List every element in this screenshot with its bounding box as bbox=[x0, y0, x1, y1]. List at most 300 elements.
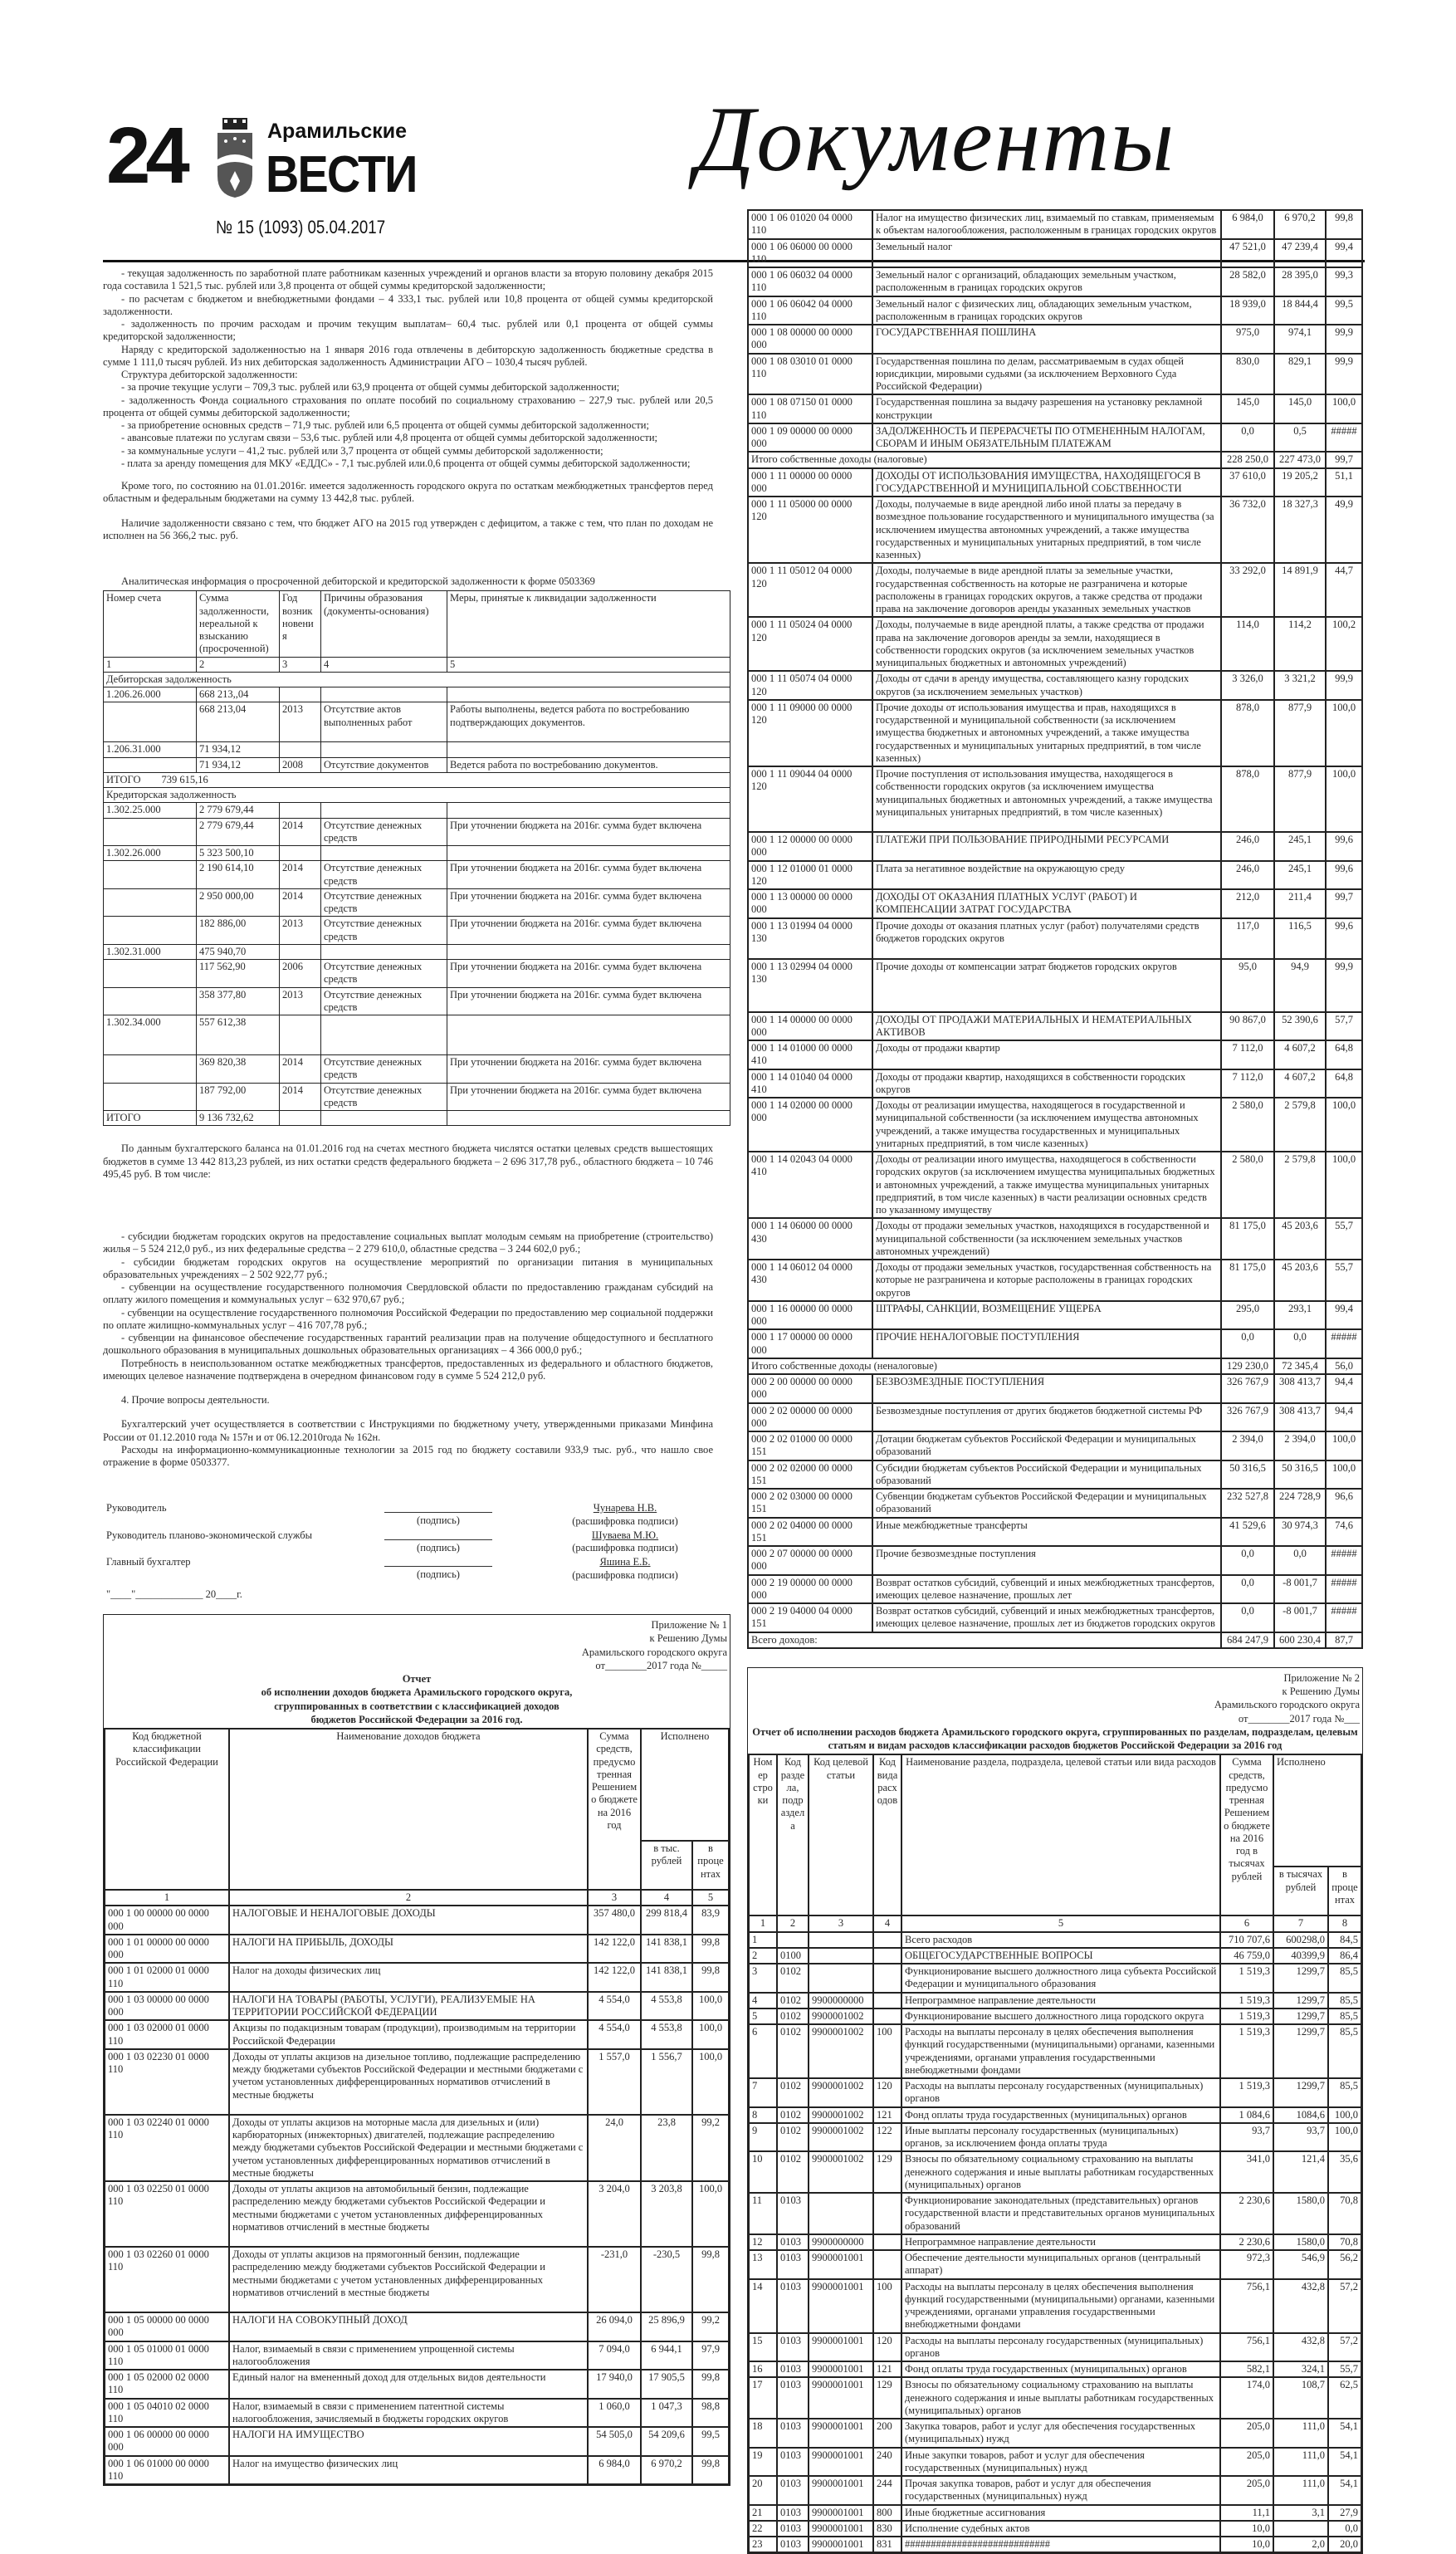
done-percent-cell: 85,5 bbox=[1328, 2078, 1361, 2107]
value-cell: 4 607,2 bbox=[1274, 1069, 1326, 1098]
name-cell: Прочие доходы от использования имущества и прав, находящихся в государственной и муниципальной собственности (за исключением имущества бюджетных и автономных учреждений, а также имущества государственных и муниципальных унитарных предприятий, в том числе казенных) bbox=[872, 700, 1221, 766]
text-line: сгруппированных в соответствии с классификацией доходов bbox=[274, 1700, 559, 1712]
table-cell: 71 934,12 bbox=[197, 742, 280, 757]
value-cell: 45 203,6 bbox=[1274, 1260, 1326, 1301]
table-row bbox=[749, 2078, 1361, 2107]
value-cell: 6 970,2 bbox=[1274, 210, 1326, 239]
signature-caption: (подпись) bbox=[417, 1568, 460, 1581]
table-cell: 1.206.26.000 bbox=[104, 687, 197, 702]
value-cell: 99,8 bbox=[692, 1935, 729, 1964]
value-cell: 212,0 bbox=[1221, 889, 1274, 918]
row-number-cell: 7 bbox=[749, 2078, 777, 2107]
table-row bbox=[748, 1098, 1362, 1152]
total-label: Итого собственные доходы (неналоговые) bbox=[748, 1358, 1221, 1374]
value-cell: 0,0 bbox=[1274, 1329, 1326, 1358]
value-cell: 2 579,8 bbox=[1274, 1098, 1326, 1152]
target-code-cell: 9900001001 bbox=[809, 2419, 873, 2448]
name-cell: Доходы от уплаты акцизов на автомобильный бензин, подлежащие распределению между бюджетами субъектов Российской Федерации и местными бюджетами с учетом установленных дифференцированных нормативов отчислений в местные бюджеты bbox=[229, 2181, 588, 2247]
plan-value-cell: 710 707,6 bbox=[1220, 1932, 1273, 1948]
table-cell: 71 934,12 bbox=[197, 757, 280, 772]
table-row bbox=[748, 210, 1362, 239]
row-number-cell: 4 bbox=[749, 1993, 777, 2008]
done-percent-cell: 85,5 bbox=[1328, 1993, 1361, 2008]
table-cell: 2006 bbox=[280, 960, 321, 988]
value-cell: 26 094,0 bbox=[588, 2312, 641, 2341]
table-cell: Отсутствие денежных средств bbox=[321, 917, 447, 945]
logo-text-top: Арамильские bbox=[267, 120, 408, 143]
table-row bbox=[748, 563, 1362, 617]
col-number: 4 bbox=[641, 1890, 692, 1906]
table-row bbox=[748, 497, 1362, 563]
table-row bbox=[748, 959, 1362, 1012]
kind-code-cell bbox=[873, 1993, 901, 2008]
table-cell: При уточнении бюджета на 2016г. сумма будет включена bbox=[447, 861, 730, 889]
name-cell: Государственная пошлина по делам, рассматриваемым в судах общей юрисдикции, мировыми судьями (за исключением Верховного Суда Российской Федерации) bbox=[872, 354, 1221, 395]
table-row bbox=[104, 702, 730, 742]
value-cell: 357 480,0 bbox=[588, 1906, 641, 1935]
logo-text-main: ВЕСТИ bbox=[266, 146, 417, 203]
section-code-cell: 0102 bbox=[777, 2008, 809, 2024]
row-number-cell: 23 bbox=[749, 2537, 777, 2552]
value-cell: 90 867,0 bbox=[1221, 1012, 1274, 1041]
budget-code-cell: 000 1 14 01000 00 0000 410 bbox=[748, 1040, 872, 1069]
col-number: 2 bbox=[197, 657, 280, 672]
value-cell: 6 984,0 bbox=[588, 2456, 641, 2485]
table-row bbox=[748, 468, 1362, 497]
table-cell: 9 136 732,62 bbox=[197, 1111, 280, 1126]
table-row bbox=[748, 1518, 1362, 1547]
text-line: бюджетов Российской Федерации за 2016 год. bbox=[310, 1713, 523, 1725]
table-row bbox=[749, 2333, 1361, 2362]
done-value-cell: 111,0 bbox=[1273, 2419, 1328, 2448]
value-cell: 3 204,0 bbox=[588, 2181, 641, 2247]
value-cell: -8 001,7 bbox=[1274, 1603, 1326, 1632]
table-cell: 2013 bbox=[280, 917, 321, 945]
table-row bbox=[748, 1218, 1362, 1260]
signature-role: Главный бухгалтер bbox=[106, 1556, 191, 1568]
table-row bbox=[104, 944, 730, 959]
name-cell: БЕЗВОЗМЕЗДНЫЕ ПОСТУПЛЕНИЯ bbox=[872, 1374, 1221, 1403]
paragraph: 4. Прочие вопросы деятельности. bbox=[121, 1394, 270, 1406]
value-cell: 99,2 bbox=[692, 2312, 729, 2341]
name-cell: Налог на имущество физических лиц bbox=[229, 2456, 588, 2485]
col-number: 4 bbox=[873, 1916, 901, 1931]
col-header-row-number: Номер строки bbox=[749, 1754, 777, 1916]
col-number: 1 bbox=[749, 1916, 777, 1931]
table-row bbox=[748, 1546, 1362, 1575]
value-cell: 25 896,9 bbox=[641, 2312, 692, 2341]
section-code-cell: 0103 bbox=[777, 2448, 809, 2477]
table-cell: 2 779 679,44 bbox=[197, 803, 280, 818]
value-cell: 18 844,4 bbox=[1274, 296, 1326, 325]
table-row bbox=[105, 2312, 729, 2341]
value-cell: 878,0 bbox=[1221, 700, 1274, 766]
value-cell: 57,7 bbox=[1326, 1012, 1362, 1041]
section-code-cell: 0102 bbox=[777, 1993, 809, 2008]
name-cell: НАЛОГИ НА ИМУЩЕСТВО bbox=[229, 2427, 588, 2456]
table-row bbox=[104, 1111, 730, 1126]
table-row bbox=[748, 1489, 1362, 1518]
kind-code-cell: 830 bbox=[873, 2521, 901, 2537]
table-cell: 1.302.34.000 bbox=[104, 1015, 197, 1055]
target-code-cell bbox=[809, 2193, 873, 2234]
value-cell: 4 553,8 bbox=[641, 1992, 692, 2021]
section-code-cell: 0103 bbox=[777, 2234, 809, 2250]
value-cell: 145,0 bbox=[1221, 394, 1274, 423]
budget-code-cell: 000 1 00 00000 00 0000 000 bbox=[105, 1906, 229, 1935]
row-number-cell: 11 bbox=[749, 2193, 777, 2234]
value-cell: 3 203,8 bbox=[641, 2181, 692, 2247]
section-row-label: ИТОГО 739 615,16 bbox=[104, 772, 730, 787]
done-value-cell: 1299,7 bbox=[1273, 1964, 1328, 1993]
kind-code-cell: 129 bbox=[873, 2377, 901, 2419]
budget-code-cell: 000 1 03 02250 01 0000 110 bbox=[105, 2181, 229, 2247]
signature-line bbox=[355, 1556, 521, 1582]
name-cell: НАЛОГИ НА ПРИБЫЛЬ, ДОХОДЫ bbox=[229, 1935, 588, 1964]
budget-code-cell: 000 2 07 00000 00 0000 000 bbox=[748, 1546, 872, 1575]
value-cell: 100,0 bbox=[1326, 394, 1362, 423]
value-cell: 245,1 bbox=[1274, 832, 1326, 861]
value-cell: 99,8 bbox=[1326, 210, 1362, 239]
table-cell bbox=[321, 944, 447, 959]
value-cell: 54 209,6 bbox=[641, 2427, 692, 2456]
table-row bbox=[748, 1403, 1362, 1432]
col-number: 5 bbox=[692, 1890, 729, 1906]
budget-code-cell: 000 2 02 03000 00 0000 151 bbox=[748, 1489, 872, 1518]
value-cell: 99,8 bbox=[692, 2247, 729, 2312]
value-cell: 72 345,4 bbox=[1274, 1358, 1326, 1374]
name-cell: Плата за негативное воздействие на окружающую среду bbox=[872, 861, 1221, 890]
table-row bbox=[104, 987, 730, 1015]
value-cell: -231,0 bbox=[588, 2247, 641, 2312]
value-cell: 41 529,6 bbox=[1221, 1518, 1274, 1547]
table-row bbox=[748, 1069, 1362, 1098]
done-percent-cell: 54,1 bbox=[1328, 2476, 1361, 2505]
budget-code-cell: 000 2 02 00000 00 0000 000 bbox=[748, 1403, 872, 1432]
value-cell: 974,1 bbox=[1274, 325, 1326, 354]
name-cell: Единый налог на вмененный доход для отдельных видов деятельности bbox=[229, 2370, 588, 2399]
value-cell: 55,7 bbox=[1326, 1218, 1362, 1260]
done-percent-cell: 56,2 bbox=[1328, 2250, 1361, 2279]
budget-code-cell: 000 2 00 00000 00 0000 000 bbox=[748, 1374, 872, 1403]
table-row bbox=[749, 2521, 1361, 2537]
table-cell bbox=[104, 987, 197, 1015]
done-percent-cell: 100,0 bbox=[1328, 2107, 1361, 2123]
col-number: 4 bbox=[321, 657, 447, 672]
text-line: от________2017 года №___ bbox=[1238, 1712, 1360, 1725]
value-cell: 141 838,1 bbox=[641, 1963, 692, 1992]
table-row bbox=[748, 1358, 1362, 1374]
value-cell: 117,0 bbox=[1221, 918, 1274, 959]
budget-code-cell: 000 1 05 04010 02 0000 110 bbox=[105, 2399, 229, 2428]
value-cell: 1 060,0 bbox=[588, 2399, 641, 2428]
name-cell: Обеспечение деятельности муниципальных органов (центральный аппарат) bbox=[901, 2250, 1220, 2279]
row-number-cell: 12 bbox=[749, 2234, 777, 2250]
text-line: Приложение № 1 bbox=[651, 1619, 727, 1631]
value-cell: 99,9 bbox=[1326, 354, 1362, 395]
section-title: Документы bbox=[696, 88, 1176, 191]
col-number: 5 bbox=[447, 657, 730, 672]
target-code-cell: 9900001002 bbox=[809, 2024, 873, 2078]
done-value-cell: 324,1 bbox=[1273, 2361, 1328, 2377]
table-row bbox=[749, 2537, 1361, 2552]
table-cell: 2014 bbox=[280, 1083, 321, 1111]
name-cell: Доходы от продажи квартир, находящихся в собственности городских округов bbox=[872, 1069, 1221, 1098]
name-cell: Государственная пошлина за выдачу разрешения на установку рекламной конструкции bbox=[872, 394, 1221, 423]
done-percent-cell: 20,0 bbox=[1328, 2537, 1361, 2552]
done-value-cell: 2,0 bbox=[1273, 2537, 1328, 2552]
name-cell: Функционирование высшего должностного лица субъекта Российской Федерации и муниципального образования bbox=[901, 1964, 1220, 1993]
name-cell: ДОХОДЫ ОТ ИСПОЛЬЗОВАНИЯ ИМУЩЕСТВА, НАХОДЯЩЕГОСЯ В ГОСУДАРСТВЕННОЙ И МУНИЦИПАЛЬНОЙ СОБСТВЕННОСТИ bbox=[872, 468, 1221, 497]
table-cell: 2 190 614,10 bbox=[197, 861, 280, 889]
row-number-cell: 15 bbox=[749, 2333, 777, 2362]
row-number-cell: 2 bbox=[749, 1948, 777, 1964]
table-row bbox=[749, 2123, 1361, 2152]
section-row-label: Дебиторская задолженность bbox=[104, 672, 730, 687]
budget-code-cell: 000 1 11 05012 04 0000 120 bbox=[748, 563, 872, 617]
table-cell: Отсутствие документов bbox=[321, 757, 447, 772]
value-cell: 14 891,9 bbox=[1274, 563, 1326, 617]
budget-code-cell: 000 1 08 03010 01 0000 110 bbox=[748, 354, 872, 395]
value-cell: 3 326,0 bbox=[1221, 671, 1274, 700]
value-cell: 33 292,0 bbox=[1221, 563, 1274, 617]
table-row bbox=[749, 2008, 1361, 2024]
value-cell: 224 728,9 bbox=[1274, 1489, 1326, 1518]
table-row bbox=[749, 2193, 1361, 2234]
table-row bbox=[104, 1015, 730, 1055]
value-cell: 100,0 bbox=[692, 2049, 729, 2115]
plan-value-cell: 582,1 bbox=[1220, 2361, 1273, 2377]
done-value-cell: 3,1 bbox=[1273, 2505, 1328, 2521]
name-cell: Всего расходов bbox=[901, 1932, 1220, 1948]
table-row bbox=[105, 1963, 729, 1992]
value-cell: 0,0 bbox=[1221, 1546, 1274, 1575]
value-cell: 36 732,0 bbox=[1221, 497, 1274, 563]
budget-code-cell: 000 1 03 02240 01 0000 110 bbox=[105, 2115, 229, 2181]
signature-name-block bbox=[521, 1529, 729, 1555]
budget-code-cell: 000 1 13 00000 00 0000 000 bbox=[748, 889, 872, 918]
name-cell: ПЛАТЕЖИ ПРИ ПОЛЬЗОВАНИЕ ПРИРОДНЫМИ РЕСУРСАМИ bbox=[872, 832, 1221, 861]
table-row bbox=[748, 239, 1362, 268]
section-code-cell: 0103 bbox=[777, 2377, 809, 2419]
value-cell: 6 970,2 bbox=[641, 2456, 692, 2485]
table-cell: 5 323 500,10 bbox=[197, 846, 280, 861]
budget-code-cell: 000 2 19 00000 00 0000 000 bbox=[748, 1575, 872, 1604]
signature-name-block bbox=[521, 1502, 729, 1528]
value-cell: 1 047,3 bbox=[641, 2399, 692, 2428]
signature-decode-caption: (расшифровка подписи) bbox=[572, 1514, 678, 1527]
kind-code-cell bbox=[873, 1932, 901, 1948]
table-cell bbox=[104, 888, 197, 917]
value-cell: 7 112,0 bbox=[1221, 1069, 1274, 1098]
table-cell: При уточнении бюджета на 2016г. сумма будет включена bbox=[447, 960, 730, 988]
value-cell: 30 974,3 bbox=[1274, 1518, 1326, 1547]
table-row bbox=[748, 861, 1362, 890]
table-cell bbox=[104, 818, 197, 846]
col-number: 5 bbox=[901, 1916, 1220, 1931]
done-percent-cell: 54,1 bbox=[1328, 2448, 1361, 2477]
table-cell: 2014 bbox=[280, 1055, 321, 1084]
value-cell: 50 316,5 bbox=[1274, 1460, 1326, 1490]
value-cell: 17 905,5 bbox=[641, 2370, 692, 2399]
table-row bbox=[748, 1374, 1362, 1403]
kind-code-cell: 100 bbox=[873, 2279, 901, 2333]
budget-code-cell: 000 2 02 04000 00 0000 151 bbox=[748, 1518, 872, 1547]
table-cell: 187 792,00 bbox=[197, 1083, 280, 1111]
table-row bbox=[104, 861, 730, 889]
name-cell: НАЛОГИ НА СОВОКУПНЫЙ ДОХОД bbox=[229, 2312, 588, 2341]
value-cell: 145,0 bbox=[1274, 394, 1326, 423]
col-header-name: Наименование доходов бюджета bbox=[229, 1729, 588, 1890]
value-cell: 684 247,9 bbox=[1221, 1632, 1274, 1648]
name-cell: Возврат остатков субсидий, субвенций и иных межбюджетных трансфертов, имеющих целевое назначение, прошлых лет bbox=[872, 1575, 1221, 1604]
signature-role: Руководитель bbox=[106, 1502, 167, 1514]
value-cell: 99,5 bbox=[1326, 296, 1362, 325]
row-number-cell: 21 bbox=[749, 2505, 777, 2521]
budget-code-cell: 000 1 06 00000 00 0000 000 bbox=[105, 2427, 229, 2456]
value-cell: 56,0 bbox=[1326, 1358, 1362, 1374]
table-row bbox=[748, 671, 1362, 700]
table-cell bbox=[447, 687, 730, 702]
name-cell: Иные межбюджетные трансферты bbox=[872, 1518, 1221, 1547]
table-cell: Отсутствие денежных средств bbox=[321, 1083, 447, 1111]
table-cell: 2013 bbox=[280, 987, 321, 1015]
table-row bbox=[104, 687, 730, 702]
plan-value-cell: 11,1 bbox=[1220, 2505, 1273, 2521]
name-cell: ############################ bbox=[901, 2537, 1220, 2552]
table-cell: При уточнении бюджета на 2016г. сумма будет включена bbox=[447, 888, 730, 917]
value-cell: 99,4 bbox=[1326, 239, 1362, 268]
value-cell: 100,0 bbox=[692, 1992, 729, 2021]
done-value-cell: 1084,6 bbox=[1273, 2107, 1328, 2123]
col-number: 1 bbox=[105, 1890, 229, 1906]
budget-code-cell: 000 1 14 02043 04 0000 410 bbox=[748, 1152, 872, 1218]
table-row bbox=[749, 2279, 1361, 2333]
name-cell: Прочие безвозмездные поступления bbox=[872, 1546, 1221, 1575]
value-cell: 95,0 bbox=[1221, 959, 1274, 1012]
value-cell: 47 521,0 bbox=[1221, 239, 1274, 268]
appendix2-title: Отчет об исполнении расходов бюджета Арамильского городского округа, сгруппированных по разделам, подразделам, целевым статьям и видам расходов классификации расходов бюджетов Российской Федерации за 2016 год bbox=[752, 1725, 1358, 1751]
value-cell: 6 944,1 bbox=[641, 2341, 692, 2371]
plan-value-cell: 10,0 bbox=[1220, 2537, 1273, 2552]
signature-name: Шуваева М.Ю. bbox=[591, 1529, 659, 1541]
list-item: - субвенции на осуществление государственного полномочия Российской Федерации по предоставлению мер социальной поддержки по оплате жилищно-коммунальных услуг – 416 707,78 руб.; bbox=[103, 1306, 713, 1331]
value-cell: 19 205,2 bbox=[1274, 468, 1326, 497]
kind-code-cell: 831 bbox=[873, 2537, 901, 2552]
table-row bbox=[749, 1948, 1361, 1964]
value-cell: 6 984,0 bbox=[1221, 210, 1274, 239]
table-cell: 668 213,04 bbox=[197, 702, 280, 742]
done-percent-cell: 54,1 bbox=[1328, 2419, 1361, 2448]
appendix2-attachment-note bbox=[748, 1668, 1362, 1725]
value-cell: 1 557,0 bbox=[588, 2049, 641, 2115]
plan-value-cell: 1 519,3 bbox=[1220, 2008, 1273, 2024]
value-cell: 100,0 bbox=[1326, 1460, 1362, 1490]
value-cell: 99,7 bbox=[1326, 452, 1362, 467]
value-cell: 24,0 bbox=[588, 2115, 641, 2181]
col-header-done-pct: в процентах bbox=[1328, 1867, 1361, 1916]
section-code-cell: 0100 bbox=[777, 1948, 809, 1964]
table-cell: При уточнении бюджета на 2016г. сумма будет включена bbox=[447, 1055, 730, 1084]
budget-code-cell: 000 1 12 01000 01 0000 120 bbox=[748, 861, 872, 890]
budget-code-cell: 000 1 06 06032 04 0000 110 bbox=[748, 267, 872, 296]
table-row bbox=[105, 2020, 729, 2049]
plan-value-cell: 46 759,0 bbox=[1220, 1948, 1273, 1964]
budget-code-cell: 000 1 06 01020 04 0000 110 bbox=[748, 210, 872, 239]
paragraph: - задолженность по прочим расходам и прочим текущим выплатам– 60,4 тыс. рублей или 0,1 процента от общей суммы кредиторской задолженности; bbox=[103, 318, 713, 343]
budget-code-cell: 000 1 16 00000 00 0000 000 bbox=[748, 1301, 872, 1330]
table-cell: 475 940,70 bbox=[197, 944, 280, 959]
total-label: Итого собственные доходы (налоговые) bbox=[748, 452, 1221, 467]
name-cell: Субсидии бюджетам субъектов Российской Федерации и муниципальных образований bbox=[872, 1460, 1221, 1490]
section-code-cell: 0103 bbox=[777, 2505, 809, 2521]
paragraph: Наряду с кредиторской задолженностью на 1 января 2016 года отвлечены в дебиторскую задолженность бюджетные средства в сумме 1 111,0 тысяч рублей. Из них дебиторская задолженность Администрации АГО – 1030,4 тысяч рублей. bbox=[103, 343, 713, 368]
name-cell: Фонд оплаты труда государственных (муниципальных) органов bbox=[901, 2361, 1220, 2377]
name-cell: Доходы от реализации имущества, находящегося в государственной и муниципальной собственности (за исключением имущества автономных учреждений, а также имущества государственных и муниципальных унитарных предприятий, в том числе казенных) bbox=[872, 1098, 1221, 1152]
value-cell: 116,5 bbox=[1274, 918, 1326, 959]
value-cell: 326 767,9 bbox=[1221, 1403, 1274, 1432]
col-number: 3 bbox=[588, 1890, 641, 1906]
name-cell: Прочие поступления от использования имущества, находящегося в собственности городских округов (за исключением имущества муниципальных бюджетных и автономных учреждений, а также имущества муниципальных унитарных предприятий, в том числе казенных) bbox=[872, 766, 1221, 832]
budget-code-cell: 000 1 06 01000 00 0000 110 bbox=[105, 2456, 229, 2485]
value-cell: ##### bbox=[1326, 1603, 1362, 1632]
col-number: 7 bbox=[1273, 1916, 1328, 1931]
budget-code-cell: 000 1 06 06042 04 0000 110 bbox=[748, 296, 872, 325]
table-cell bbox=[104, 757, 197, 772]
kind-code-cell: 240 bbox=[873, 2448, 901, 2477]
row-number-cell: 3 bbox=[749, 1964, 777, 1993]
budget-code-cell: 000 1 11 05024 04 0000 120 bbox=[748, 617, 872, 671]
done-percent-cell: 62,5 bbox=[1328, 2377, 1361, 2419]
text-line: Приложение № 2 bbox=[1283, 1671, 1360, 1684]
issue-number-date: № 15 (1093) 05.04.2017 bbox=[216, 217, 386, 237]
table-cell bbox=[280, 846, 321, 861]
value-cell: 4 607,2 bbox=[1274, 1040, 1326, 1069]
budget-code-cell: 000 1 03 02260 01 0000 110 bbox=[105, 2247, 229, 2312]
value-cell: 99,6 bbox=[1326, 918, 1362, 959]
name-cell: ШТРАФЫ, САНКЦИИ, ВОЗМЕЩЕНИЕ УЩЕРБА bbox=[872, 1301, 1221, 1330]
table-row bbox=[748, 1431, 1362, 1460]
table-row bbox=[749, 2476, 1361, 2505]
plan-value-cell: 93,7 bbox=[1220, 2123, 1273, 2152]
table-cell: При уточнении бюджета на 2016г. сумма будет включена bbox=[447, 818, 730, 846]
target-code-cell: 9900001002 bbox=[809, 2008, 873, 2024]
table-row bbox=[105, 1906, 729, 1935]
target-code-cell: 9900001001 bbox=[809, 2250, 873, 2279]
table-row bbox=[104, 917, 730, 945]
value-cell: ##### bbox=[1326, 423, 1362, 453]
section-code-cell: 0102 bbox=[777, 2151, 809, 2193]
value-cell: 299 818,4 bbox=[641, 1906, 692, 1935]
table-row bbox=[105, 2399, 729, 2428]
name-cell: Доходы от сдачи в аренду имущества, составляющего казну городских округов (за исключением земельных участков) bbox=[872, 671, 1221, 700]
row-number-cell: 1 bbox=[749, 1932, 777, 1948]
name-cell: Расходы на выплаты персоналу в целях обеспечения выполнения функций государственными (муниципальными) органами, казенными учреждениями, органами управления государственными внебюджетными фондами bbox=[901, 2279, 1220, 2333]
name-cell: Взносы по обязательному социальному страхованию на выплаты денежного содержания и иные выплаты работникам государственных (муниципальных) органов bbox=[901, 2151, 1220, 2193]
value-cell: 2 394,0 bbox=[1221, 1431, 1274, 1460]
budget-code-cell: 000 2 02 02000 00 0000 151 bbox=[748, 1460, 872, 1490]
name-cell: Доходы от продажи земельных участков, государственная собственность на которые не разграничена и которые расположены в границах городских округов bbox=[872, 1260, 1221, 1301]
name-cell: Доходы от продажи земельных участков, находящихся в государственной и муниципальной собственности (за исключением земельных участков автономных учреждений) bbox=[872, 1218, 1221, 1260]
value-cell: 228 250,0 bbox=[1221, 452, 1274, 467]
table-row bbox=[104, 772, 730, 787]
section-row-label: Кредиторская задолженность bbox=[104, 788, 730, 803]
row-number-cell: 8 bbox=[749, 2107, 777, 2123]
value-cell: 114,2 bbox=[1274, 617, 1326, 671]
done-value-cell: 111,0 bbox=[1273, 2448, 1328, 2477]
table-row bbox=[104, 1083, 730, 1111]
value-cell: ##### bbox=[1326, 1329, 1362, 1358]
